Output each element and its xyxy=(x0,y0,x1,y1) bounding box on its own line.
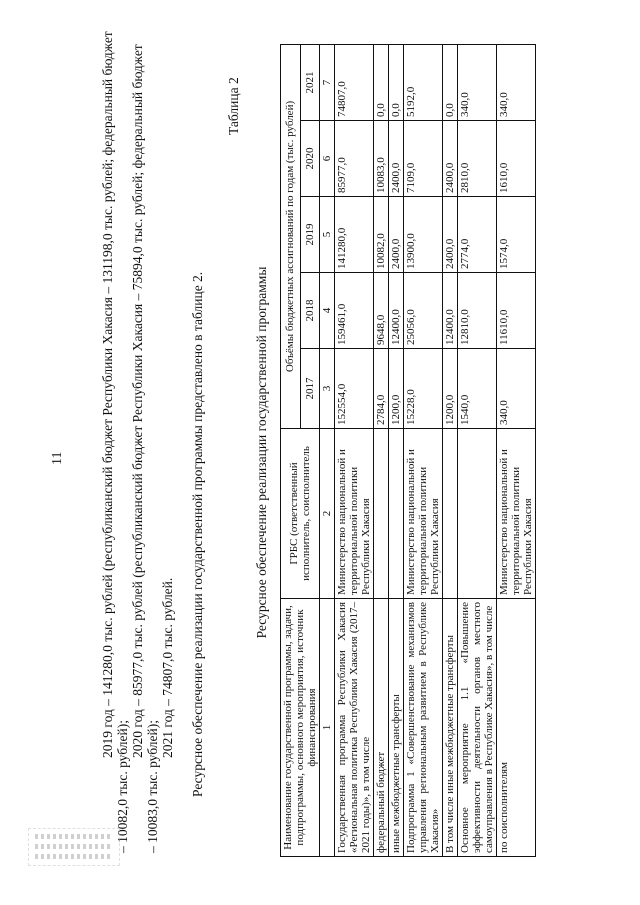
intro-line-2020-cont: – 10083,0 тыс. рублей); xyxy=(145,720,160,853)
table-row xyxy=(443,44,458,856)
table-row xyxy=(497,44,536,856)
value-2019: 141280,0 xyxy=(335,197,374,273)
table-row xyxy=(374,44,389,856)
page-number: 11 xyxy=(50,451,65,465)
row-grbs: Министерство национальной и территориальной политики Республики Хакасия xyxy=(404,429,443,599)
header-row xyxy=(281,44,301,856)
value-2019: 10082,0 xyxy=(374,197,389,273)
row-name: по соисполнителям xyxy=(497,599,536,857)
index-cell: 6 xyxy=(320,121,335,197)
value-2018: 12810,0 xyxy=(458,273,497,349)
year-2021: 2021 xyxy=(300,44,320,120)
row-name: В том числе иные межбюджетные трансферты xyxy=(443,599,458,857)
value-2017: 340,0 xyxy=(497,349,536,429)
row-name: Государственная программа Республики Хакасия «Региональная политика Республики Хакасия (2017–2021 годы)», в том числе xyxy=(335,599,374,857)
row-name: Подпрограмма 1 «Совершенствование механизмов управления региональным развитием в Республике Хакасия» xyxy=(404,599,443,857)
intro-paragraph: Ресурсное обеспечение реализации государственной программы представлено в таблице 2. xyxy=(190,271,205,797)
value-2019: 2774,0 xyxy=(458,197,497,273)
table-row xyxy=(458,44,497,856)
resource-table xyxy=(280,44,536,857)
intro-line-2020: 2020 год – 85977,0 тыс. рублей (республиканский бюджет Республики Хакасия – 75894,0 тыс. рублей; федеральный бюджет xyxy=(130,44,145,758)
value-2017: 152554,0 xyxy=(335,349,374,429)
value-2021: 5192,0 xyxy=(404,44,443,120)
index-row xyxy=(320,44,335,856)
table-row xyxy=(335,44,374,856)
value-2021: 0,0 xyxy=(443,44,458,120)
value-2021: 0,0 xyxy=(389,44,404,120)
value-2021: 0,0 xyxy=(374,44,389,120)
index-cell: 5 xyxy=(320,197,335,273)
row-name: иные межбюджетные трансферты xyxy=(389,599,404,857)
year-2017: 2017 xyxy=(300,349,320,429)
table-row xyxy=(404,44,443,856)
row-grbs: Министерство национальной и территориальной политики Республики Хакасия xyxy=(335,429,374,599)
value-2017: 1200,0 xyxy=(389,349,404,429)
index-cell: 1 xyxy=(320,599,335,857)
value-2018: 9648,0 xyxy=(374,273,389,349)
year-2020: 2020 xyxy=(300,121,320,197)
table-title: Ресурсное обеспечение реализации государственной программы xyxy=(254,266,269,639)
table-label: Таблица 2 xyxy=(226,77,241,135)
row-name: федеральный бюджет xyxy=(374,599,389,857)
value-2020: 2400,0 xyxy=(389,121,404,197)
value-2017: 15228,0 xyxy=(404,349,443,429)
value-2019: 1574,0 xyxy=(497,197,536,273)
row-grbs xyxy=(389,429,404,599)
value-2018: 159461,0 xyxy=(335,273,374,349)
value-2020: 7109,0 xyxy=(404,121,443,197)
intro-line-2019: 2019 год – 141280,0 тыс. рублей (республиканский бюджет Республики Хакасия – 131198,0 тыс. рублей; федеральный бюджет xyxy=(100,31,115,758)
value-2020: 2400,0 xyxy=(443,121,458,197)
value-2021: 340,0 xyxy=(458,44,497,120)
value-2020: 1610,0 xyxy=(497,121,536,197)
value-2018: 12400,0 xyxy=(443,273,458,349)
year-2019: 2019 xyxy=(300,197,320,273)
intro-line-2021: 2021 год – 74807,0 тыс. рублей. xyxy=(160,577,175,758)
index-cell: 3 xyxy=(320,349,335,429)
value-2018: 11610,0 xyxy=(497,273,536,349)
value-2019: 2400,0 xyxy=(443,197,458,273)
value-2020: 2810,0 xyxy=(458,121,497,197)
year-2018: 2018 xyxy=(300,273,320,349)
row-grbs xyxy=(443,429,458,599)
intro-line-2019-cont: – 10082,0 тыс. рублей); xyxy=(115,720,130,853)
value-2017: 2784,0 xyxy=(374,349,389,429)
index-cell: 7 xyxy=(320,44,335,120)
header-budget: Объёмы бюджетных ассигнований по годам (тыс. рублей) xyxy=(281,44,301,428)
value-2020: 85977,0 xyxy=(335,121,374,197)
row-grbs xyxy=(374,429,389,599)
value-2020: 10083,0 xyxy=(374,121,389,197)
value-2017: 1540,0 xyxy=(458,349,497,429)
index-cell: 2 xyxy=(320,429,335,599)
value-2017: 1200,0 xyxy=(443,349,458,429)
row-grbs xyxy=(458,429,497,599)
row-grbs: Министерство национальной и территориальной политики Республики Хакасия xyxy=(497,429,536,599)
header-name: Наименование государственной программы, задачи, подпрограммы, основного мероприятия, источник финансирования xyxy=(281,599,320,857)
table-row xyxy=(389,44,404,856)
value-2021: 340,0 xyxy=(497,44,536,120)
value-2018: 12400,0 xyxy=(389,273,404,349)
header-grbs: ГРБС (ответственный исполнитель, соисполнитель xyxy=(281,429,320,599)
row-name: Основное мероприятие 1.1 «Повышение эффективности деятельности органов местного самоуправления в Республике Хакасия», в том числе xyxy=(458,599,497,857)
value-2019: 2400,0 xyxy=(389,197,404,273)
value-2021: 74807,0 xyxy=(335,44,374,120)
index-cell: 4 xyxy=(320,273,335,349)
value-2019: 13900,0 xyxy=(404,197,443,273)
value-2018: 25056,0 xyxy=(404,273,443,349)
faded-stamp xyxy=(28,828,120,866)
